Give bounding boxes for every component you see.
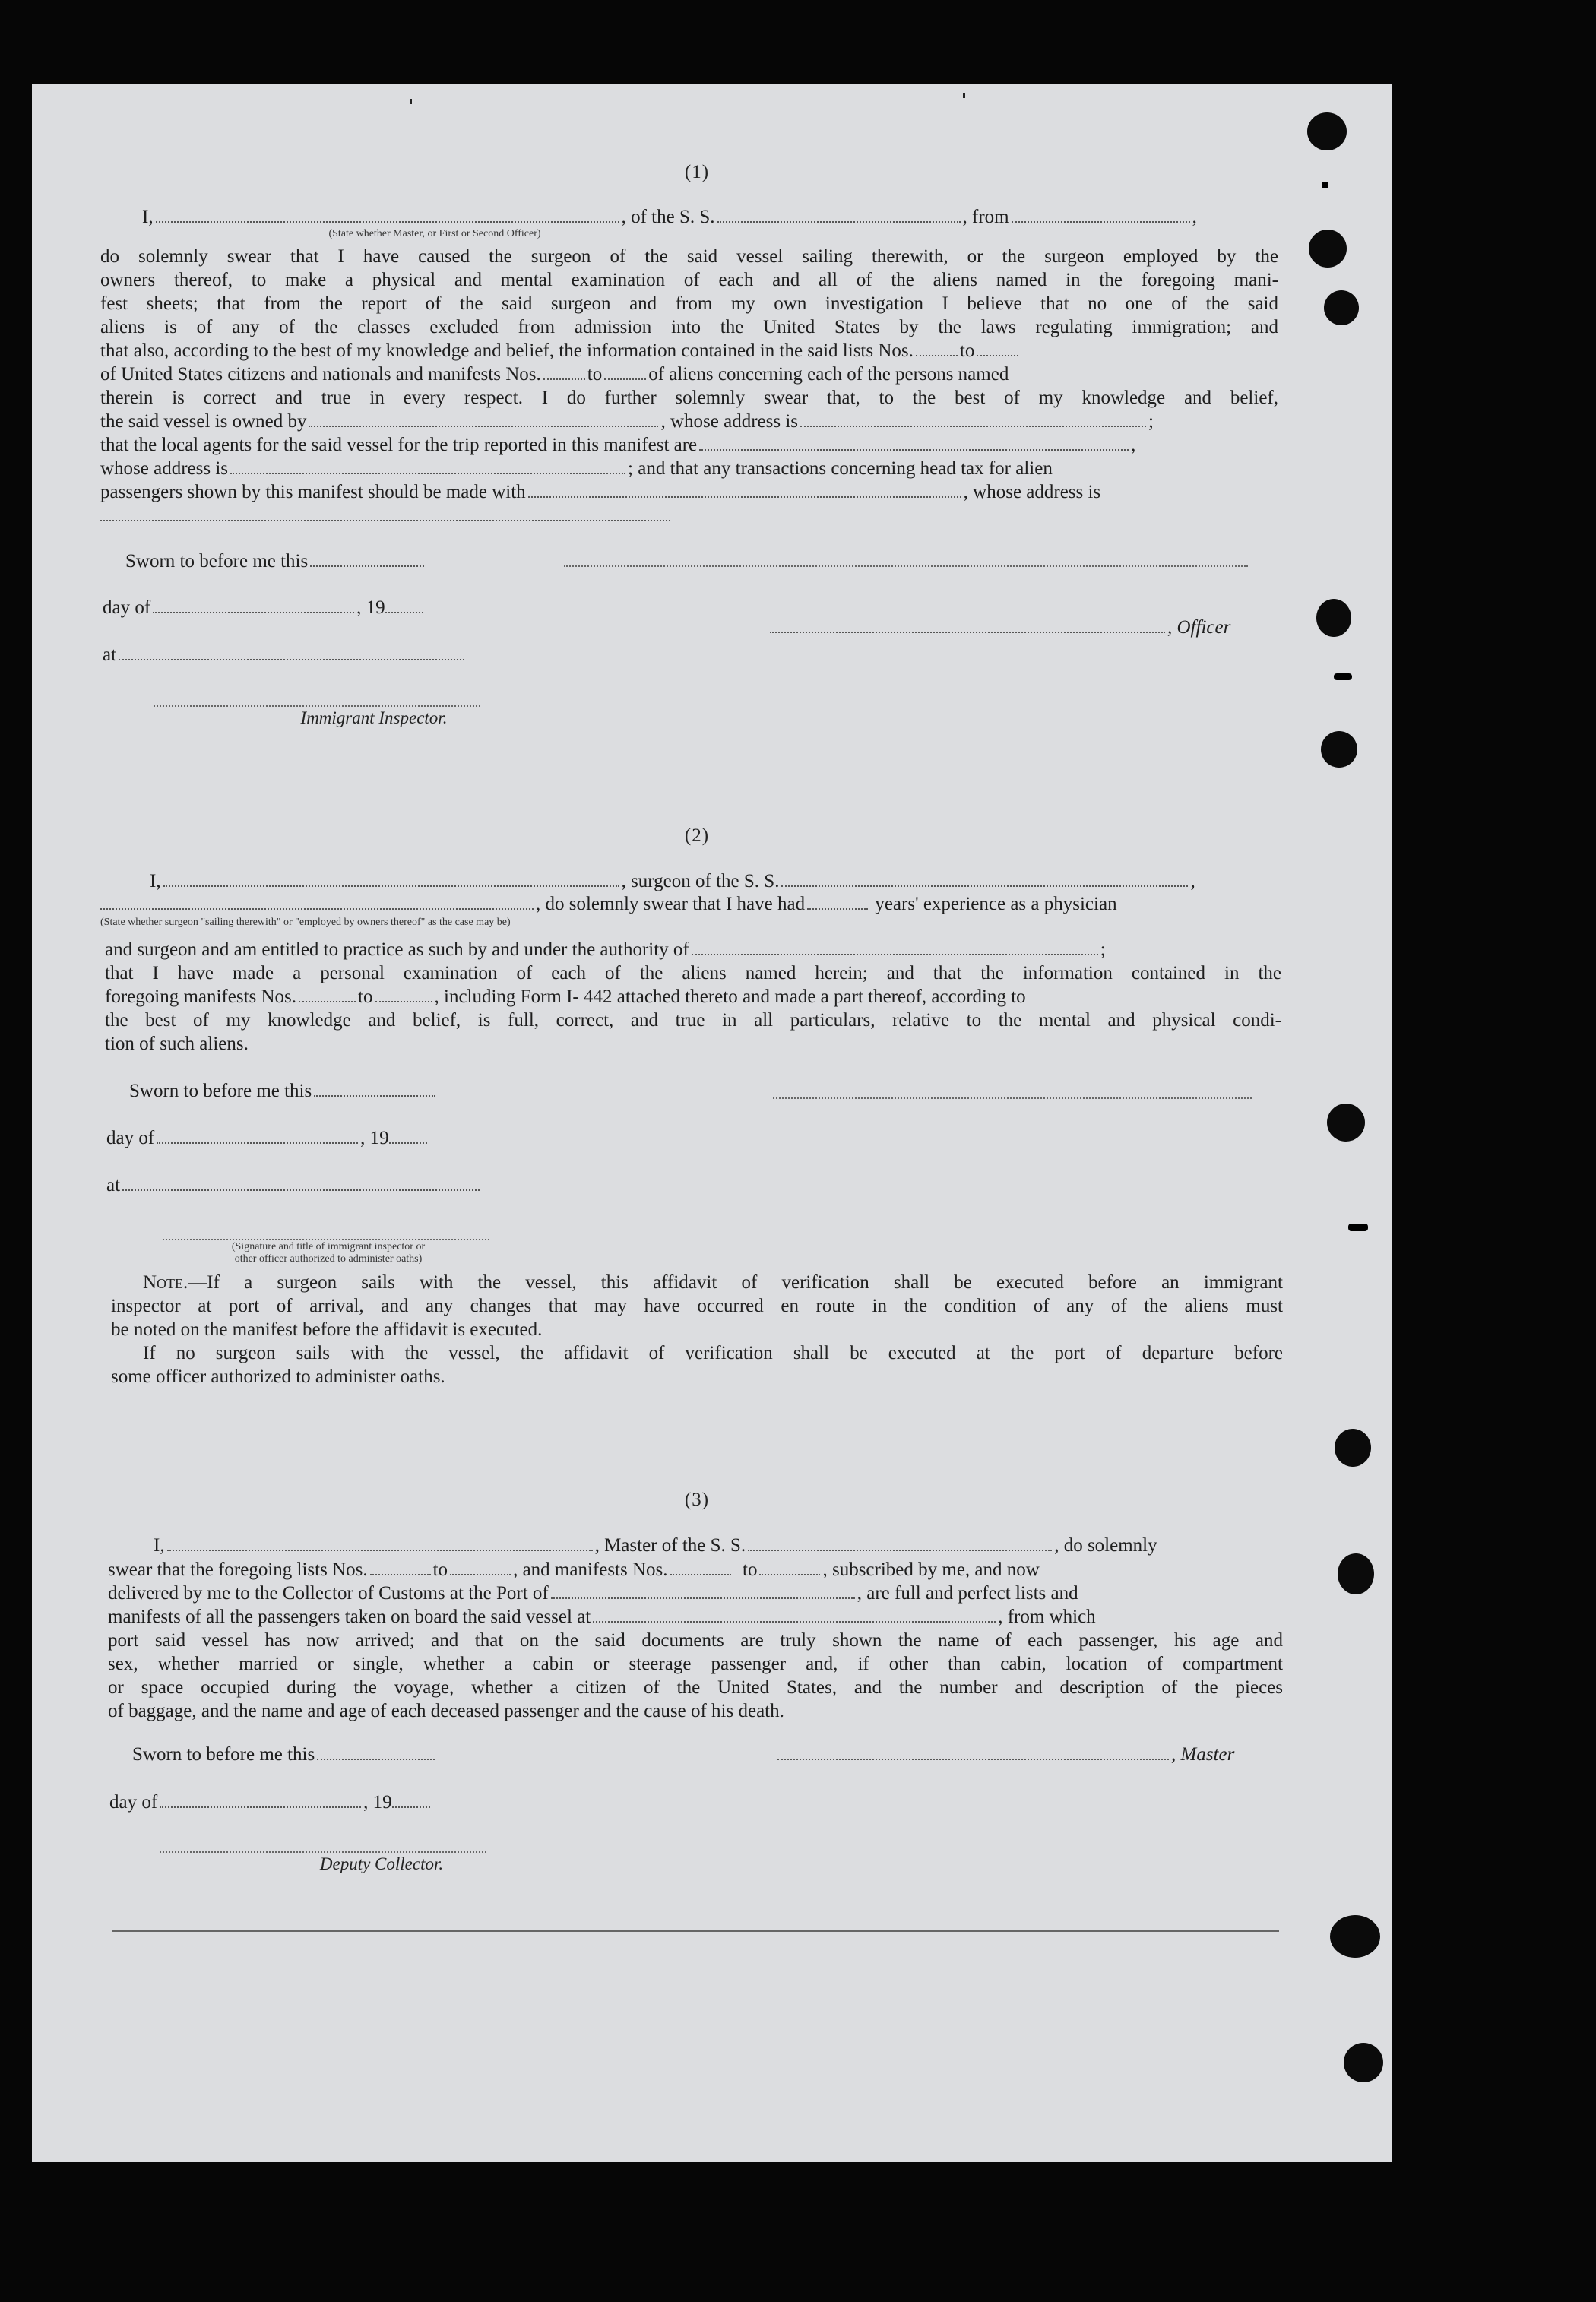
s1-body: do solemnly swear that I have caused the surgeon of the said vessel sailing therewith, or the surgeon employed by the owners thereof, to make a physical and mental examination of each and all of the aliens named in the foregoing mani- fest sheets; that from the report of the said surgeon and from my own investigation I believe that no one of the said aliens is of any of the classes excluded from admission into the United States by the laws regulating immigration; and that also, according to the best of my knowledge and belief, the information contained in the said lists Nos. to of United States citizens and nationals and manifests Nos. to of aliens concerning each of the persons named therein is correct and true in every respect. I do further solemnly swear that, to the best of my knowledge and belief, the said vessel is owned by , whose address is ; that the local agents for the said vessel for the trip reported in this manifest are , whose address is ; and that any transactions concerning head tax for alien passengers shown by this manifest should be made with , whose address is xyxy=(100,245,1278,527)
s1-sworn: Sworn to before me this xyxy=(125,551,426,572)
section-3-number: (3) xyxy=(684,1490,710,1510)
s1-immigrant-inspector: Immigrant Inspector. xyxy=(300,708,448,727)
s1-line-1: I, , of the S. S. , from , xyxy=(142,207,1197,227)
s1-officer-signature: , Officer xyxy=(768,617,1230,638)
punch-slot-icon xyxy=(1348,1224,1368,1231)
s3-line-1: I, , Master of the S. S. , do solemnly xyxy=(154,1535,1157,1556)
s2-officer-line xyxy=(163,1239,489,1240)
manifest-form-sheet xyxy=(32,84,1392,2162)
s1-at: at xyxy=(103,644,467,666)
punch-hole-icon xyxy=(1330,1915,1380,1958)
s3-body: swear that the foregoing lists Nos. to , and manifests Nos. to , subscribed by me, and now delivered by me to the Collector of Customs at the Port of , are full and perfect lists and manifests of all the passengers taken on board the said vessel at , from which port said vessel has now arrived; and that on the said documents are truly shown the name of each passenger, his age and sex, whether married or single, whether a cabin or steerage passenger and, if other than cabin, location of compartment or space occupied during the voyage, whether a citizen of the United States, and the number and description of the pieces of baggage, and the name and age of each deceased passenger and the cause of his death. xyxy=(108,1559,1283,1721)
punch-hole-icon xyxy=(1338,1553,1374,1594)
punch-hole-icon xyxy=(1327,1104,1365,1142)
bleed-through-header xyxy=(169,128,176,152)
section-2-number: (2) xyxy=(684,825,710,846)
s2-line-2: , do solemnly swear that I have had years' experience as a physician xyxy=(100,894,1117,915)
s2-line-1: I, , surgeon of the S. S. , xyxy=(150,871,1195,891)
s1-signature-line-top xyxy=(564,565,1248,567)
s3-master-signature: , Master xyxy=(775,1744,1234,1765)
bottom-rule xyxy=(112,1930,1279,1932)
mark xyxy=(410,99,412,104)
s1-day-of: day of , 19 xyxy=(103,597,426,619)
mark xyxy=(963,93,965,98)
s2-signature-line xyxy=(773,1097,1252,1099)
s2-signature-note: (Signature and title of immigrant inspector or other officer authorized to administer oaths) xyxy=(231,1241,426,1265)
mark xyxy=(1322,182,1328,188)
s3-deputy-line xyxy=(160,1851,486,1853)
s3-sworn: Sworn to before me this xyxy=(132,1744,437,1765)
s2-state-note: (State whether surgeon "sailing therewith" or "employed by owners thereof" as the case may be) xyxy=(100,917,511,928)
punch-hole-icon xyxy=(1307,112,1347,150)
s1-inspector-line xyxy=(154,705,480,707)
s2-note: Note.—If a surgeon sails with the vessel, this affidavit of verification shall be executed before an immigrant inspector at port of arrival, and any changes that may have occurred en route in the condition of any of the aliens must be noted on the manifest before the affidavit is executed. If no surgeon sails with the vessel, the affidavit of verification shall be executed at the port of departure before some officer authorized to administer oaths. xyxy=(111,1272,1283,1387)
s1-officer-note: (State whether Master, or First or Second Officer) xyxy=(328,228,541,239)
s3-day-of: day of , 19 xyxy=(109,1792,432,1813)
section-1-number: (1) xyxy=(684,162,710,182)
punch-hole-icon xyxy=(1321,731,1357,768)
punch-hole-icon xyxy=(1324,290,1359,325)
s2-at: at xyxy=(106,1175,482,1196)
punch-hole-icon xyxy=(1335,1429,1371,1467)
s2-sworn: Sworn to before me this xyxy=(129,1081,438,1102)
punch-hole-icon xyxy=(1316,599,1351,637)
punch-hole-icon xyxy=(1309,230,1347,268)
s2-body: and surgeon and am entitled to practice as such by and under the authority of ; that I have made a personal examination of each of the aliens named herein; and that the information contained in the foregoing manifests Nos. to , including Form I- 442 attached thereto and made a part thereof, according to the best of my knowledge and belief, is full, correct, and true in all particulars, relative to the mental and physical condi- tion of such aliens. xyxy=(105,939,1281,1054)
s3-deputy-collector: Deputy Collector. xyxy=(319,1854,444,1873)
s2-day-of: day of , 19 xyxy=(106,1128,429,1149)
punch-slot-icon xyxy=(1334,673,1352,680)
punch-hole-icon xyxy=(1344,2043,1383,2082)
